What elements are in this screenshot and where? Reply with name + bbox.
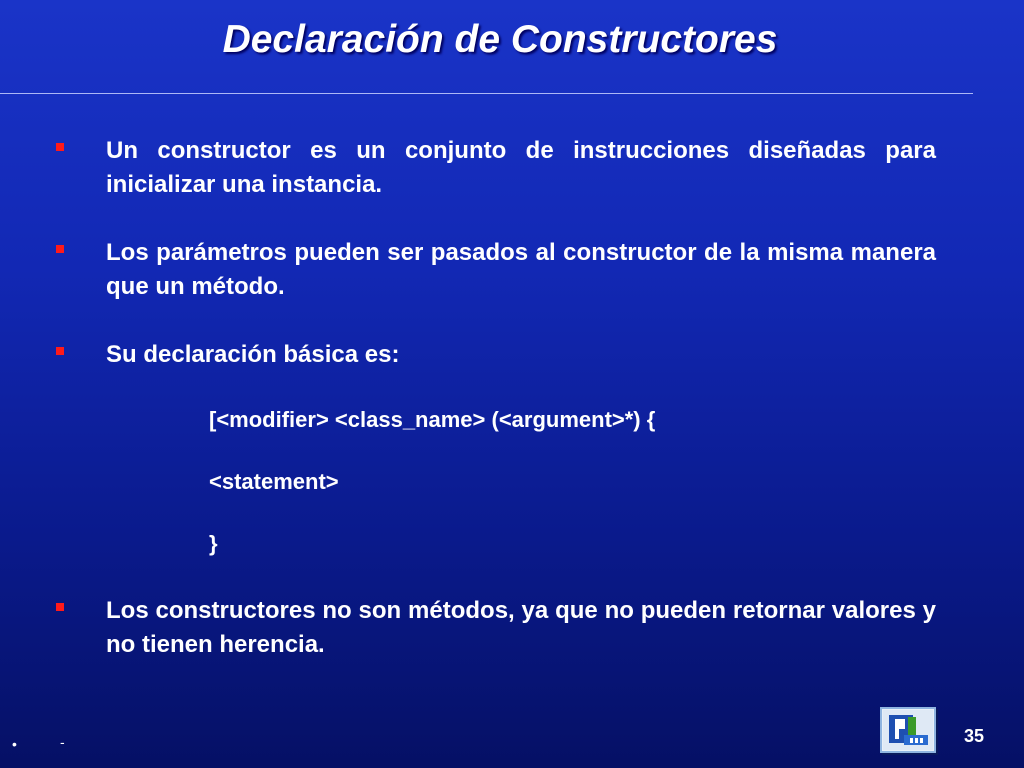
page-number: 35 [964,726,985,746]
bullet-item [56,236,936,304]
bullet-square-icon [56,347,64,355]
slide-title: Declaración de Constructores [222,18,778,61]
code-line: } [209,531,218,556]
bullet-text: Los parámetros pueden ser pasados al constructor de la misma manera que un método. [106,239,936,300]
bullet-square-icon [56,143,64,151]
code-line: [<modifier> <class_name> (<argument>*) { [209,407,656,432]
university-logo-icon [880,707,936,753]
bullet-text: Su declaración básica es: [106,341,400,368]
bullet-text: Los constructores no son métodos, ya que no pueden retornar valores y no tienen herencia. [106,597,936,658]
footer-bullet: • [12,736,17,752]
bullet-text: Un constructor es un conjunto de instrucciones diseñadas para inicializar una instancia. [106,137,936,198]
bullet-item [56,134,936,202]
bullet-item [56,594,936,662]
title-divider [0,93,973,94]
bullet-square-icon [56,245,64,253]
bullet-item [56,338,936,372]
code-line: <statement> [209,469,339,494]
footer-text: - [60,734,65,750]
bullet-square-icon [56,603,64,611]
